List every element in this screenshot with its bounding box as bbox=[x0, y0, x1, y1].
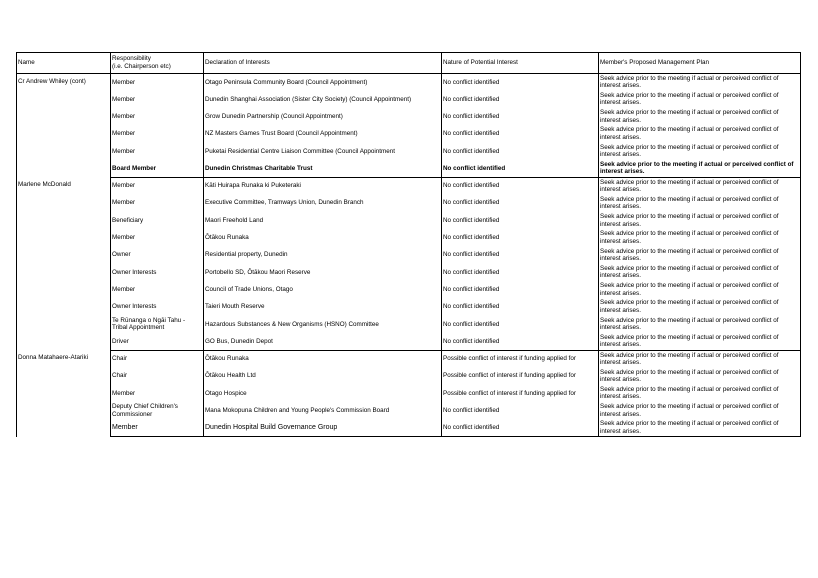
nature-cell: No conflict identified bbox=[442, 264, 599, 281]
member-name: Donna Matahaere-Atariki bbox=[17, 350, 111, 436]
plan-cell: Seek advice prior to the meeting if actual or perceived conflict of interest arises. bbox=[599, 281, 801, 298]
nature-cell: No conflict identified bbox=[442, 195, 599, 212]
table-row bbox=[17, 177, 801, 194]
plan-cell: Seek advice prior to the meeting if actual or perceived conflict of interest arises. bbox=[599, 316, 801, 333]
responsibility-cell: Member bbox=[111, 125, 204, 142]
declaration-cell: Council of Trade Unions, Otago bbox=[204, 281, 442, 298]
responsibility-cell: Member bbox=[111, 281, 204, 298]
header-name: Name bbox=[17, 53, 111, 74]
plan-cell: Seek advice prior to the meeting if actual or perceived conflict of interest arises. bbox=[599, 229, 801, 246]
declaration-cell: Executive Committee, Tramways Union, Dunedin Branch bbox=[204, 195, 442, 212]
declaration-cell: Ōtākou Health Ltd bbox=[204, 368, 442, 385]
table-row bbox=[17, 385, 801, 402]
plan-cell: Seek advice prior to the meeting if actual or perceived conflict of interest arises. bbox=[599, 385, 801, 402]
table-row bbox=[17, 281, 801, 298]
header-row bbox=[17, 53, 801, 74]
nature-cell: Possible conflict of interest if funding applied for bbox=[442, 350, 599, 367]
declaration-cell: NZ Masters Games Trust Board (Council Appointment) bbox=[204, 125, 442, 142]
table-row bbox=[17, 316, 801, 333]
declaration-cell: Otago Peninsula Community Board (Council Appointment) bbox=[204, 74, 442, 91]
declaration-cell: Dunedin Christmas Charitable Trust bbox=[204, 160, 442, 177]
plan-cell: Seek advice prior to the meeting if actual or perceived conflict of interest arises. bbox=[599, 368, 801, 385]
plan-cell: Seek advice prior to the meeting if actual or perceived conflict of interest arises. bbox=[599, 108, 801, 125]
plan-cell: Seek advice prior to the meeting if actual or perceived conflict of interest arises. bbox=[599, 264, 801, 281]
table-row bbox=[17, 350, 801, 367]
plan-cell: Seek advice prior to the meeting if actual or perceived conflict of interest arises. bbox=[599, 143, 801, 160]
nature-cell: No conflict identified bbox=[442, 298, 599, 315]
table-row bbox=[17, 419, 801, 436]
declaration-cell: Kāti Huirapa Runaka ki Puketeraki bbox=[204, 177, 442, 194]
plan-cell: Seek advice prior to the meeting if actual or perceived conflict of interest arises. bbox=[599, 333, 801, 350]
table-row bbox=[17, 143, 801, 160]
responsibility-cell: Te Rūnanga o Ngāi Tahu - Tribal Appointment bbox=[111, 316, 204, 333]
responsibility-cell: Owner Interests bbox=[111, 264, 204, 281]
table-row bbox=[17, 108, 801, 125]
nature-cell: No conflict identified bbox=[442, 91, 599, 108]
table-row bbox=[17, 125, 801, 142]
header-nature: Nature of Potential Interest bbox=[442, 53, 599, 74]
responsibility-cell: Owner bbox=[111, 246, 204, 263]
responsibility-cell: Chair bbox=[111, 368, 204, 385]
responsibility-cell: Member bbox=[111, 419, 204, 436]
header-responsibility: Responsibility (i.e. Chairperson etc) bbox=[111, 53, 204, 74]
declaration-cell: Dunedin Shanghai Association (Sister City Society) (Council Appointment) bbox=[204, 91, 442, 108]
nature-cell: No conflict identified bbox=[442, 143, 599, 160]
nature-cell: No conflict identified bbox=[442, 212, 599, 229]
table-row bbox=[17, 195, 801, 212]
declaration-cell: Maori Freehold Land bbox=[204, 212, 442, 229]
header-plan: Member's Proposed Management Plan bbox=[599, 53, 801, 74]
declaration-cell: Hazardous Substances & New Organisms (HSNO) Committee bbox=[204, 316, 442, 333]
plan-cell: Seek advice prior to the meeting if actual or perceived conflict of interest arises. bbox=[599, 419, 801, 436]
nature-cell: No conflict identified bbox=[442, 160, 599, 177]
plan-cell: Seek advice prior to the meeting if actual or perceived conflict of interest arises. bbox=[599, 177, 801, 194]
nature-cell: No conflict identified bbox=[442, 108, 599, 125]
nature-cell: Possible conflict of interest if funding applied for bbox=[442, 368, 599, 385]
plan-cell: Seek advice prior to the meeting if actual or perceived conflict of interest arises. bbox=[599, 195, 801, 212]
declaration-cell: Taieri Mouth Reserve bbox=[204, 298, 442, 315]
table-row bbox=[17, 229, 801, 246]
plan-cell: Seek advice prior to the meeting if actual or perceived conflict of interest arises. bbox=[599, 91, 801, 108]
member-name: Marlene McDonald bbox=[17, 177, 111, 350]
nature-cell: No conflict identified bbox=[442, 402, 599, 419]
responsibility-cell: Member bbox=[111, 177, 204, 194]
responsibility-cell: Member bbox=[111, 74, 204, 91]
declaration-cell: Dunedin Hospital Build Governance Group bbox=[204, 419, 442, 436]
table-body bbox=[17, 74, 801, 437]
table-row bbox=[17, 246, 801, 263]
nature-cell: No conflict identified bbox=[442, 125, 599, 142]
plan-cell: Seek advice prior to the meeting if actual or perceived conflict of interest arises. bbox=[599, 402, 801, 419]
declaration-cell: Puketai Residential Centre Liaison Committee (Council Appointment bbox=[204, 143, 442, 160]
responsibility-cell: Board Member bbox=[111, 160, 204, 177]
responsibility-cell: Member bbox=[111, 91, 204, 108]
nature-cell: No conflict identified bbox=[442, 316, 599, 333]
responsibility-cell: Member bbox=[111, 195, 204, 212]
plan-cell: Seek advice prior to the meeting if actual or perceived conflict of interest arises. bbox=[599, 74, 801, 91]
declaration-cell: Portobello SD, Ōtākou Maori Reserve bbox=[204, 264, 442, 281]
nature-cell: No conflict identified bbox=[442, 177, 599, 194]
declaration-cell: Ōtākou Runaka bbox=[204, 350, 442, 367]
table-row bbox=[17, 298, 801, 315]
nature-cell: No conflict identified bbox=[442, 281, 599, 298]
responsibility-cell: Beneficiary bbox=[111, 212, 204, 229]
responsibility-cell: Driver bbox=[111, 333, 204, 350]
table-row bbox=[17, 264, 801, 281]
plan-cell: Seek advice prior to the meeting if actual or perceived conflict of interest arises. bbox=[599, 298, 801, 315]
table-row bbox=[17, 402, 801, 419]
responsibility-cell: Deputy Chief Children's Commissioner bbox=[111, 402, 204, 419]
table-row bbox=[17, 91, 801, 108]
nature-cell: No conflict identified bbox=[442, 229, 599, 246]
declaration-cell: Grow Dunedin Partnership (Council Appointment) bbox=[204, 108, 442, 125]
responsibility-cell: Member bbox=[111, 385, 204, 402]
table-row bbox=[17, 212, 801, 229]
nature-cell: Possible conflict of interest if funding applied for bbox=[442, 385, 599, 402]
declaration-cell: Residential property, Dunedin bbox=[204, 246, 442, 263]
plan-cell: Seek advice prior to the meeting if actual or perceived conflict of interest arises. bbox=[599, 212, 801, 229]
plan-cell: Seek advice prior to the meeting if actual or perceived conflict of interest arises. bbox=[599, 350, 801, 367]
plan-cell: Seek advice prior to the meeting if actual or perceived conflict of interest arises. bbox=[599, 125, 801, 142]
declaration-cell: GO Bus, Dunedin Depot bbox=[204, 333, 442, 350]
responsibility-cell: Chair bbox=[111, 350, 204, 367]
responsibility-cell: Member bbox=[111, 143, 204, 160]
table-row bbox=[17, 160, 801, 177]
nature-cell: No conflict identified bbox=[442, 246, 599, 263]
plan-cell: Seek advice prior to the meeting if actual or perceived conflict of interest arises. bbox=[599, 246, 801, 263]
declaration-cell: Ōtākou Runaka bbox=[204, 229, 442, 246]
member-name: Cr Andrew Whiley (cont) bbox=[17, 74, 111, 178]
declaration-cell: Otago Hospice bbox=[204, 385, 442, 402]
header-declaration: Declaration of Interests bbox=[204, 53, 442, 74]
responsibility-cell: Member bbox=[111, 229, 204, 246]
declaration-of-interests-table bbox=[16, 52, 801, 437]
responsibility-cell: Member bbox=[111, 108, 204, 125]
table-row bbox=[17, 368, 801, 385]
plan-cell: Seek advice prior to the meeting if actual or perceived conflict of interest arises. bbox=[599, 160, 801, 177]
nature-cell: No conflict identified bbox=[442, 74, 599, 91]
table-row bbox=[17, 333, 801, 350]
nature-cell: No conflict identified bbox=[442, 419, 599, 436]
nature-cell: No conflict identified bbox=[442, 333, 599, 350]
table-row bbox=[17, 74, 801, 91]
declaration-cell: Mana Mokopuna Children and Young People's Commission Board bbox=[204, 402, 442, 419]
responsibility-cell: Owner Interests bbox=[111, 298, 204, 315]
